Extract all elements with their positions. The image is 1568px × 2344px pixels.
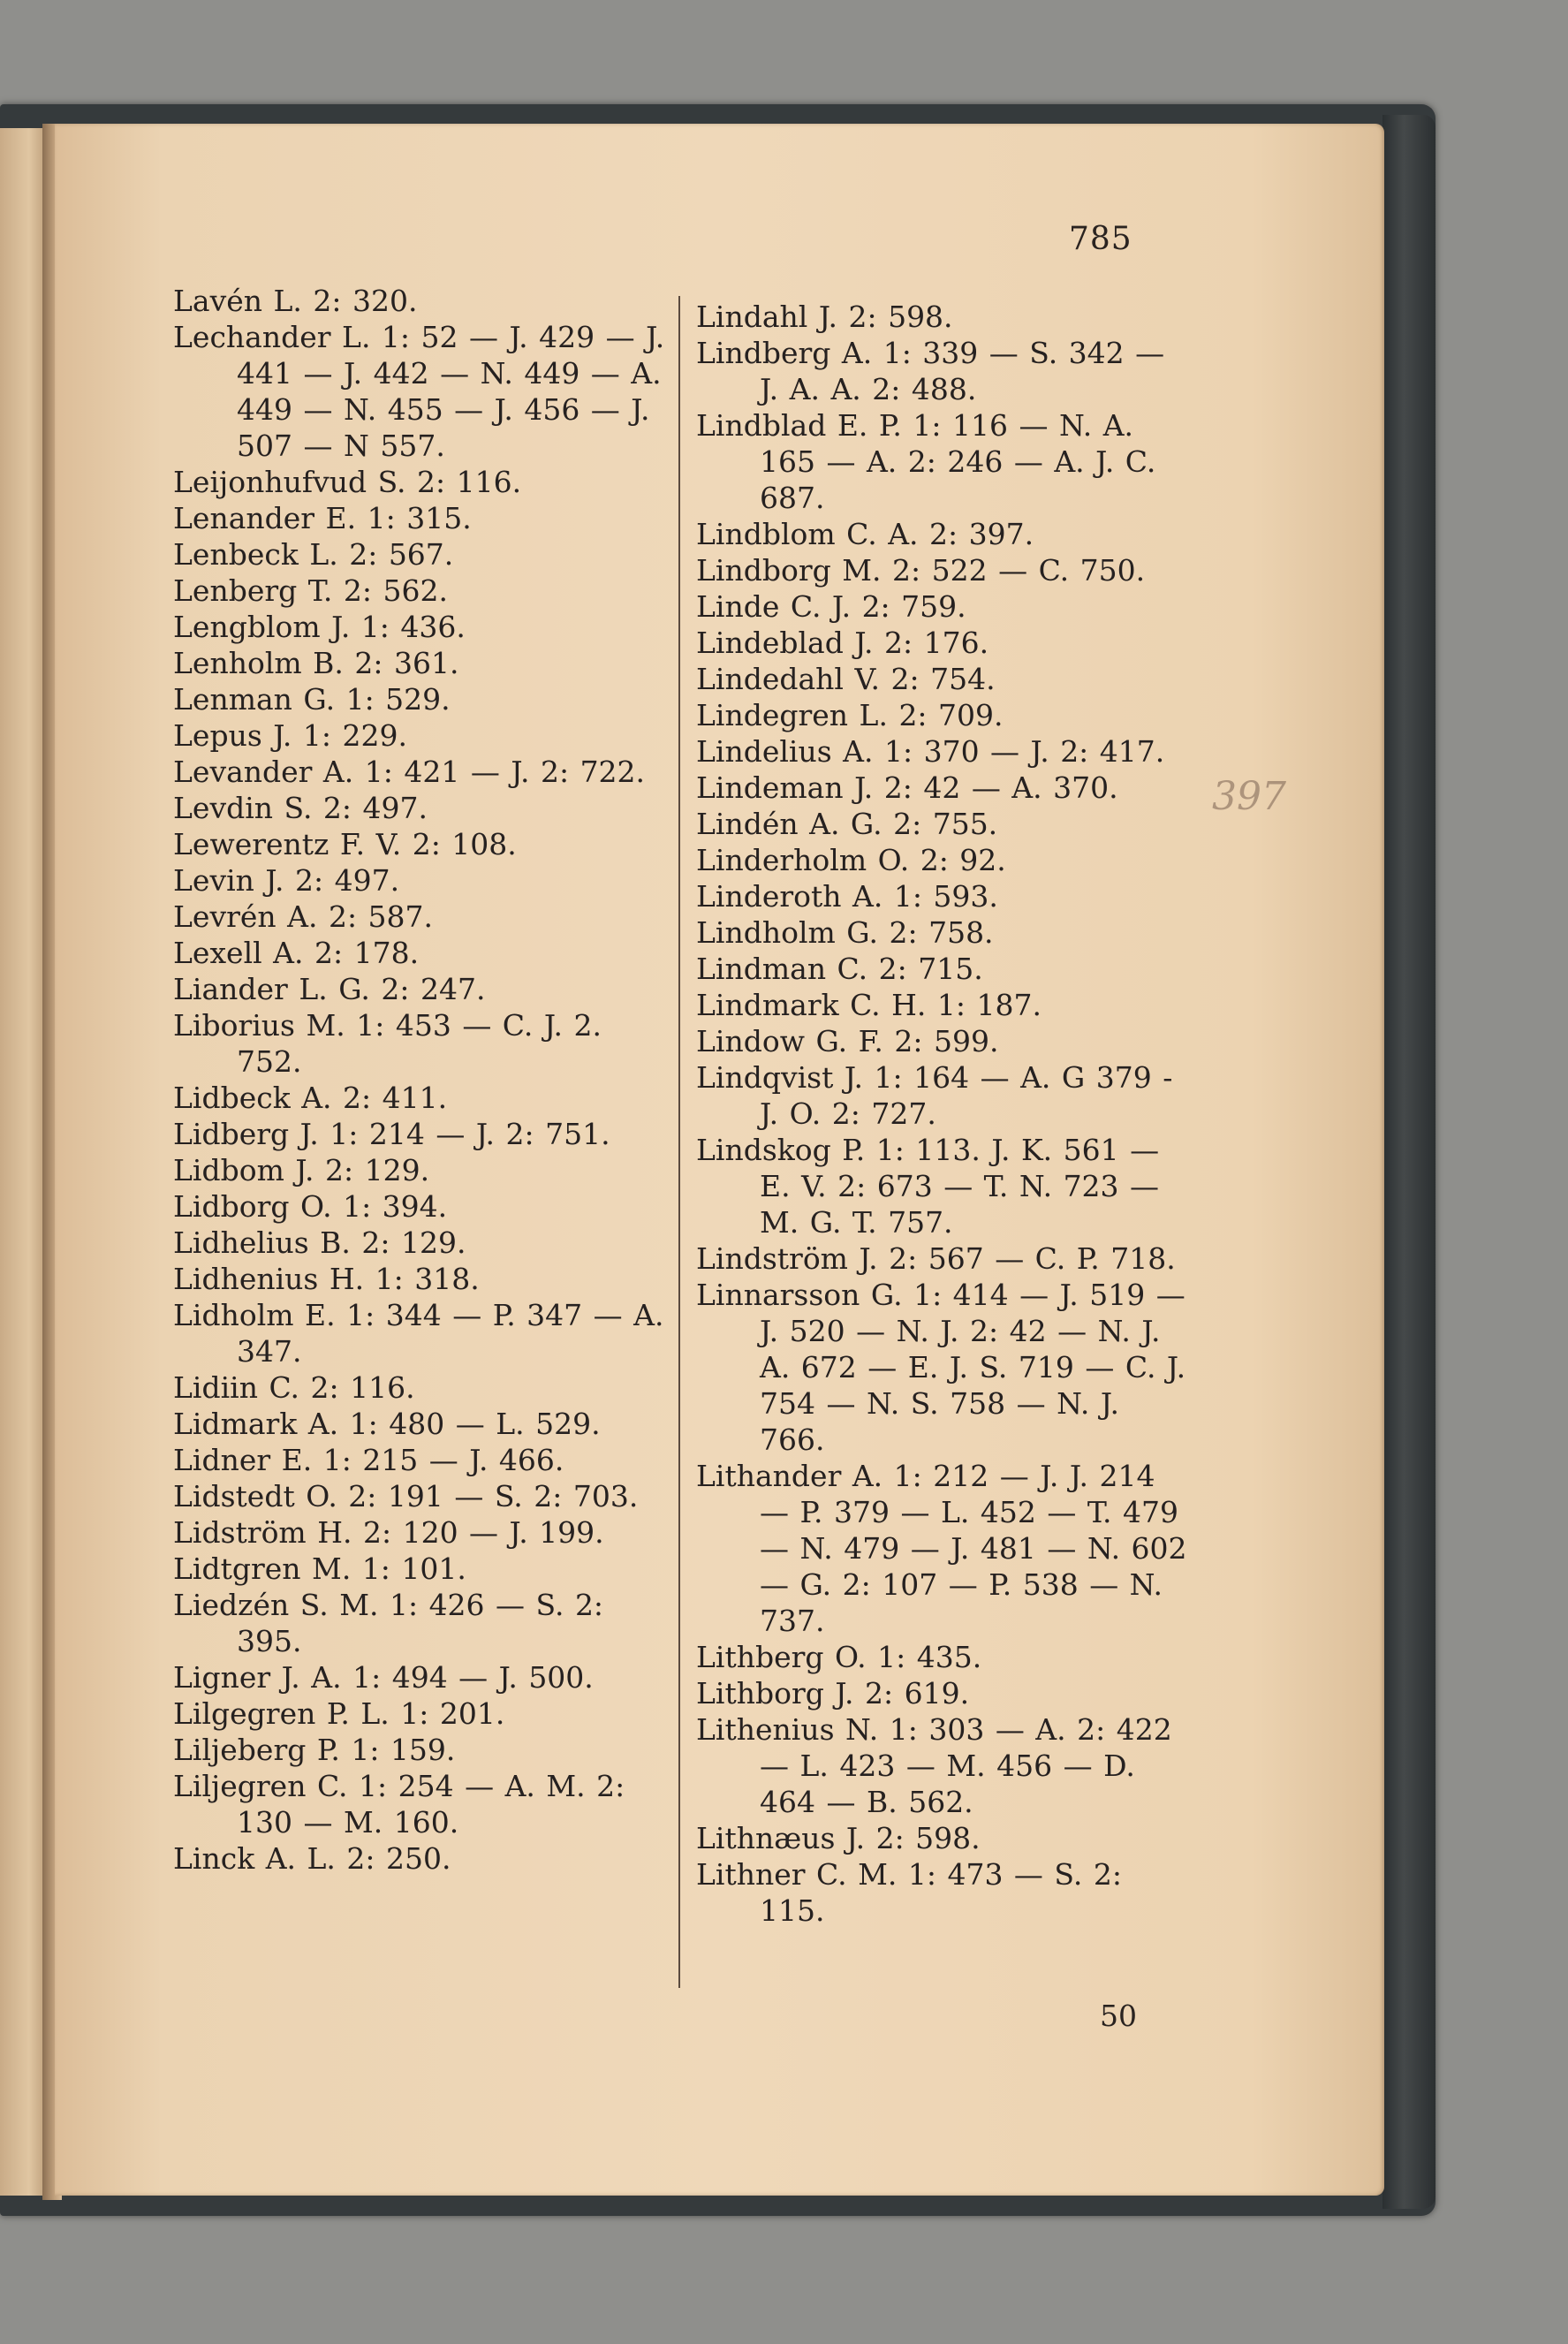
index-entry: Linnarsson G. 1: 414 — J. 519 — J. 520 — N. J. 2: 42 — N. J. A. 672 — E. J. S. 719 — C. J. 754 — N. S. 758 — N. J. 766. <box>696 1278 1186 1457</box>
index-entry: Lenander E. 1: 315. <box>173 501 472 535</box>
index-entry: Lidström H. 2: 120 — J. 199. <box>173 1515 604 1550</box>
index-entry: Lenberg T. 2: 562. <box>173 573 448 608</box>
index-entry: Lithborg J. 2: 619. <box>696 1676 970 1711</box>
index-entry: Lengblom J. 1: 436. <box>173 610 466 644</box>
index-entry: Lindblom C. A. 2: 397. <box>696 517 1034 551</box>
index-entry: Lithander A. 1: 212 — J. J. 214 — P. 379 — L. 452 — T. 479 — N. 479 — J. 481 — N. 602 — G. 2: 107 — P. 538 — N. 737. <box>696 1459 1187 1638</box>
index-entry: Linde C. J. 2: 759. <box>696 589 966 624</box>
cover-edge <box>1382 115 1435 2209</box>
index-column-right <box>696 299 1191 1929</box>
index-entry: Lidbom J. 2: 129. <box>173 1153 430 1187</box>
index-entry: Lindholm G. 2: 758. <box>696 915 994 950</box>
index-entry: Levdin S. 2: 497. <box>173 791 428 825</box>
index-entry: Lidmark A. 1: 480 — L. 529. <box>173 1407 601 1441</box>
index-entry: Lepus J. 1: 229. <box>173 718 407 753</box>
index-entry: Liljegren C. 1: 254 — A. M. 2: 130 — M. 160. <box>173 1769 625 1840</box>
index-entry: Lechander L. 1: 52 — J. 429 — J. 441 — J. 442 — N. 449 — A. 449 — N. 455 — J. 456 — J. 507 — N 557. <box>173 320 665 463</box>
index-entry: Levin J. 2: 497. <box>173 863 400 898</box>
index-entry: Lavén L. 2: 320. <box>173 284 418 318</box>
index-entry: Liander L. G. 2: 247. <box>173 972 486 1006</box>
index-entry: Lindskog P. 1: 113. J. K. 561 — E. V. 2: 673 — T. N. 723 — M. G. T. 757. <box>696 1133 1160 1240</box>
index-entry: Lindelius A. 1: 370 — J. 2: 417. <box>696 734 1165 769</box>
index-entry: Lexell A. 2: 178. <box>173 936 420 970</box>
index-entry: Lidiin C. 2: 116. <box>173 1370 415 1405</box>
index-entry: Lindström J. 2: 567 — C. P. 718. <box>696 1241 1176 1276</box>
index-entry: Lidbeck A. 2: 411. <box>173 1081 448 1115</box>
index-entry: Lindow G. F. 2: 599. <box>696 1024 999 1058</box>
index-entry: Lindmark C. H. 1: 187. <box>696 988 1042 1022</box>
index-entry: Lidhelius B. 2: 129. <box>173 1225 466 1260</box>
index-entry: Lindegren L. 2: 709. <box>696 698 1004 732</box>
index-entry: Leijonhufvud S. 2: 116. <box>173 465 522 499</box>
index-entry: Lithnæus J. 2: 598. <box>696 1821 981 1855</box>
index-entry: Lindborg M. 2: 522 — C. 750. <box>696 553 1146 588</box>
index-entry: Lindeblad J. 2: 176. <box>696 626 989 660</box>
index-entry: Lindén A. G. 2: 755. <box>696 807 998 841</box>
index-entry: Lithenius N. 1: 303 — A. 2: 422 — L. 423 — M. 456 — D. 464 — B. 562. <box>696 1712 1172 1819</box>
index-entry: Lindahl J. 2: 598. <box>696 300 953 334</box>
previous-page-edge <box>0 128 49 2196</box>
index-entry: Lindman C. 2: 715. <box>696 952 983 986</box>
index-entry: Lindedahl V. 2: 754. <box>696 662 996 696</box>
index-entry: Lidstedt O. 2: 191 — S. 2: 703. <box>173 1479 639 1513</box>
index-entry: Liedzén S. M. 1: 426 — S. 2: 395. <box>173 1588 604 1658</box>
index-entry: Lidner E. 1: 215 — J. 466. <box>173 1443 564 1477</box>
index-entry: Lidberg J. 1: 214 — J. 2: 751. <box>173 1117 610 1151</box>
index-entry: Ligner J. A. 1: 494 — J. 500. <box>173 1660 594 1695</box>
index-entry: Lidborg O. 1: 394. <box>173 1189 448 1224</box>
signature-mark: 50 <box>1100 1999 1137 2033</box>
index-entry: Lilgegren P. L. 1: 201. <box>173 1696 505 1731</box>
index-entry: Lewerentz F. V. 2: 108. <box>173 827 517 861</box>
index-entry: Lenman G. 1: 529. <box>173 682 451 717</box>
index-entry: Lidholm E. 1: 344 — P. 347 — A. 347. <box>173 1298 664 1369</box>
handwritten-annotation: 397 <box>1212 774 1286 819</box>
index-column-left <box>173 283 672 1877</box>
index-entry: Lenbeck L. 2: 567. <box>173 537 454 572</box>
index-entry: Linderholm O. 2: 92. <box>696 843 1006 877</box>
index-entry: Lindberg A. 1: 339 — S. 342 — J. A. A. 2: 488. <box>696 336 1165 406</box>
index-entry: Levrén A. 2: 587. <box>173 899 434 934</box>
column-divider <box>678 296 680 1988</box>
index-entry: Lindblad E. P. 1: 116 — N. A. 165 — A. 2: 246 — A. J. C. 687. <box>696 408 1156 515</box>
index-entry: Lithner C. M. 1: 473 — S. 2: 115. <box>696 1857 1122 1928</box>
index-entry: Lindqvist J. 1: 164 — A. G 379 - J. O. 2: 727. <box>696 1060 1173 1131</box>
index-entry: Lithberg O. 1: 435. <box>696 1640 982 1674</box>
index-entry: Lidhenius H. 1: 318. <box>173 1262 480 1296</box>
index-entry: Lenholm B. 2: 361. <box>173 646 459 680</box>
index-entry: Linck A. L. 2: 250. <box>173 1841 451 1876</box>
page-number: 785 <box>1069 221 1132 257</box>
index-entry: Liljeberg P. 1: 159. <box>173 1733 456 1767</box>
index-entry: Lindeman J. 2: 42 — A. 370. <box>696 770 1118 805</box>
index-entry: Lidtgren M. 1: 101. <box>173 1551 466 1586</box>
index-entry: Liborius M. 1: 453 — C. J. 2. 752. <box>173 1008 602 1079</box>
index-entry: Levander A. 1: 421 — J. 2: 722. <box>173 755 646 789</box>
index-entry: Linderoth A. 1: 593. <box>696 879 998 914</box>
